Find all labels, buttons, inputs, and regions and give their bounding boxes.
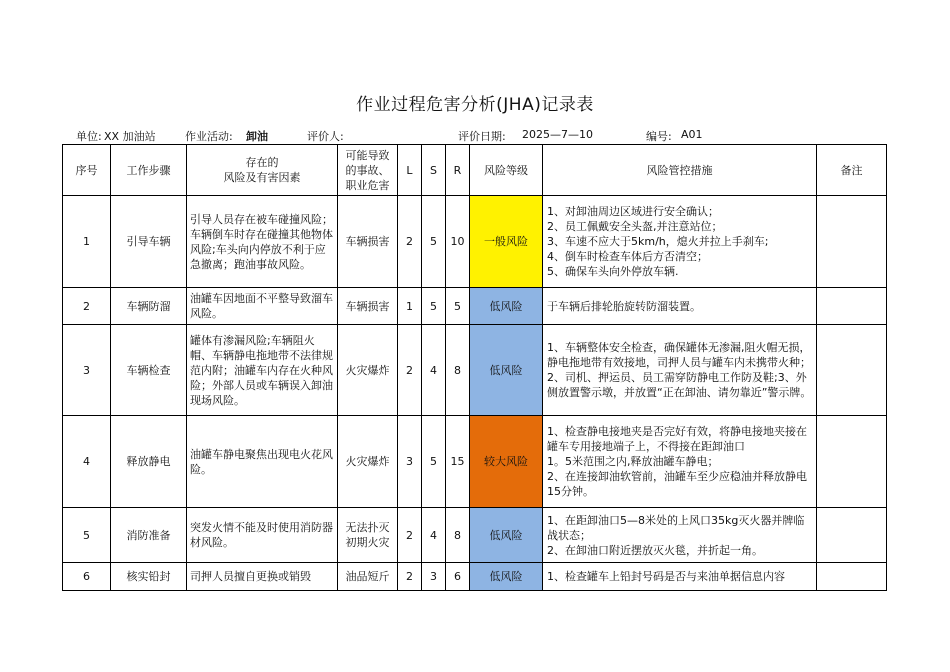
unit-value: XX 加油站	[104, 130, 156, 143]
row-no: 4	[63, 416, 111, 508]
code-value: A01	[681, 128, 703, 141]
row-step: 消防准备	[111, 508, 187, 563]
row-level: 一般风险	[470, 196, 543, 288]
table-row	[63, 288, 887, 325]
page-title: 作业过程危害分析(JHA)记录表	[356, 95, 594, 115]
row-no: 3	[63, 325, 111, 416]
row-risk: 罐体有渗漏风险;车辆阻火帽、车辆静电拖地带不法律规范内附；油罐车内存在火种风险；外部人员或车辆误入卸油现场风险。	[187, 325, 338, 416]
header-note: 备注	[817, 145, 887, 196]
date-value: 2025—7—10	[522, 128, 593, 141]
row-risk: 突发火情不能及时使用消防器材风险。	[187, 508, 338, 563]
assessor-label: 评价人:	[307, 130, 344, 143]
row-s: 5	[422, 196, 446, 288]
row-l: 2	[398, 563, 422, 591]
row-l: 1	[398, 288, 422, 325]
row-note	[817, 508, 887, 563]
row-level: 低风险	[470, 288, 543, 325]
row-step: 车辆检查	[111, 325, 187, 416]
row-r: 5	[446, 288, 470, 325]
row-risk: 引导人员存在被车碰撞风险；车辆倒车时存在碰撞其他物体风险;车头向内停放不利于应急撤离；跑油事故风险。	[187, 196, 338, 288]
row-measures: 1、对卸油周边区域进行安全确认； 2、员工佩戴安全头盔,并注意站位； 3、车速不应大于5km/h，熄火并拉上手刹车; 4、倒车时检查车体后方否清空； 5、确保车头向外停放车辆.	[543, 196, 817, 288]
row-no: 5	[63, 508, 111, 563]
row-s: 5	[422, 288, 446, 325]
row-step: 引导车辆	[111, 196, 187, 288]
header-step: 工作步骤	[111, 145, 187, 196]
row-no: 2	[63, 288, 111, 325]
activity-value: 卸油	[246, 130, 268, 143]
row-measures: 1、在距卸油口5—8米处的上风口35kg灭火器并牌临战状态； 2、在卸油口附近摆放灭火毯，并折起一角。	[543, 508, 817, 563]
row-level: 低风险	[470, 325, 543, 416]
row-note	[817, 325, 887, 416]
row-no: 6	[63, 563, 111, 591]
row-measures: 1、车辆整体安全检查，确保罐体无渗漏,阻火帽无损，静电拖地带有效接地，司押人员与罐车内未携带火种；2、司机、押运员、员工需穿防静电工作防及鞋;3、外侧放置警示墩，并放置“正在卸油、请勿靠近”警示牌。	[543, 325, 817, 416]
row-risk: 油罐车因地面不平整导致溜车风险。	[187, 288, 338, 325]
header-accident: 可能导致 的事故、 职业危害	[338, 145, 398, 196]
row-s: 3	[422, 563, 446, 591]
row-no: 1	[63, 196, 111, 288]
row-step: 核实铅封	[111, 563, 187, 591]
row-s: 5	[422, 416, 446, 508]
row-step: 车辆防溜	[111, 288, 187, 325]
table-row	[63, 508, 887, 563]
row-note	[817, 196, 887, 288]
row-s: 4	[422, 325, 446, 416]
row-accident: 无法扑灭 初期火灾	[338, 508, 398, 563]
row-accident: 车辆损害	[338, 196, 398, 288]
row-l: 2	[398, 508, 422, 563]
row-accident: 火灾爆炸	[338, 325, 398, 416]
code-label: 编号:	[646, 130, 672, 143]
header-meta	[76, 128, 906, 144]
row-s: 4	[422, 508, 446, 563]
row-accident: 火灾爆炸	[338, 416, 398, 508]
row-level: 低风险	[470, 563, 543, 591]
jha-table	[62, 144, 887, 591]
header-no: 序号	[63, 145, 111, 196]
row-measures: 1、检查静电接地夹是否完好有效，将静电接地夹接在罐车专用接地端子上，不得接在距卸油口 1。5米范围之内,释放油罐车静电； 2、在连接卸油软管前，油罐车至少应稳油并释放静电15分钟。	[543, 416, 817, 508]
row-r: 8	[446, 508, 470, 563]
row-level: 低风险	[470, 508, 543, 563]
table-row	[63, 563, 887, 591]
row-r: 10	[446, 196, 470, 288]
row-l: 3	[398, 416, 422, 508]
row-l: 2	[398, 325, 422, 416]
row-r: 8	[446, 325, 470, 416]
header-r: R	[446, 145, 470, 196]
table-header-row	[63, 145, 887, 196]
table-row	[63, 196, 887, 288]
row-step: 释放静电	[111, 416, 187, 508]
date-label: 评价日期:	[458, 130, 506, 143]
row-level: 较大风险	[470, 416, 543, 508]
header-measures: 风险管控措施	[543, 145, 817, 196]
header-l: L	[398, 145, 422, 196]
table-row	[63, 325, 887, 416]
row-measures: 于车辆后排轮胎旋转防溜装置。	[543, 288, 817, 325]
table-row	[63, 416, 887, 508]
row-r: 6	[446, 563, 470, 591]
row-risk: 司押人员擅自更换或销毁	[187, 563, 338, 591]
header-level: 风险等级	[470, 145, 543, 196]
row-accident: 油品短斤	[338, 563, 398, 591]
header-s: S	[422, 145, 446, 196]
row-l: 2	[398, 196, 422, 288]
row-measures: 1、检查罐车上铅封号码是否与来油单据信息内容	[543, 563, 817, 591]
row-note	[817, 563, 887, 591]
row-note	[817, 288, 887, 325]
row-accident: 车辆损害	[338, 288, 398, 325]
header-risk: 存在的 风险及有害因素	[187, 145, 338, 196]
row-risk: 油罐车静电聚焦出现电火花风险。	[187, 416, 338, 508]
unit-label: 单位:	[76, 130, 102, 143]
row-r: 15	[446, 416, 470, 508]
activity-label: 作业活动:	[185, 130, 233, 143]
row-note	[817, 416, 887, 508]
